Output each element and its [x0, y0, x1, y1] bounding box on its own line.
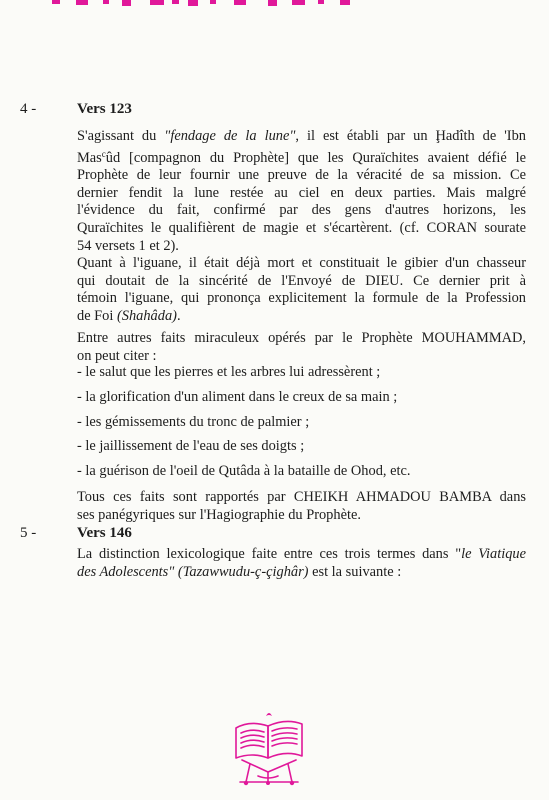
list-item: - la guérison de l'oeil de Qutâda à la bataille de Ohod, etc. — [77, 463, 411, 479]
note-number: 5 - — [20, 525, 37, 541]
note-number: 4 - — [20, 101, 37, 117]
note-title: Vers 146 — [77, 525, 132, 541]
list-item: - la glorification d'un aliment dans le creux de sa main ; — [77, 389, 398, 405]
paragraph-lunar-split: S'agissant du "fendage de la lune", il est établi par un Ḩadîth de 'Ibn Mas$^c$ûd [compagnon du Prophète] que les Quraïchites avaient défié le Prophète de leur fournir une preuve de la véracité de sa mission. Ce dernier fendit la lune restée au ciel en deux parties. Mais malgré l'évidence du fait, confirmé par des gens d'autres horizons, les Quraïchites le qualifièrent de magie et s'écartèrent. (cf. CORAN sourate 54 versets 1 et 2). — [77, 128, 526, 254]
open-book-on-stand-icon — [228, 706, 310, 788]
paragraph-iguana: Quant à l'iguane, il était déjà mort et constituait le gibier d'un chasseur qui doutait de la sincérité de l'Envoyé de DIEU. Ce dernier prit à témoin l'iguane, qui prononça explicitement la formule de la Profession de Foi (Shahâda). — [77, 255, 526, 324]
paragraph-lexicology: La distinction lexicologique faite entre ces trois termes dans "le Viatique des Adolescents" (Tazawwudu-ç-çighâr) est la suivante : — [77, 546, 526, 580]
list-item: - les gémissements du tronc de palmier ; — [77, 414, 310, 430]
list-item: - le jaillissement de l'eau de ses doigts ; — [77, 438, 305, 454]
top-ornament-border — [0, 0, 549, 10]
paragraph-miracles-intro: Entre autres faits miraculeux opérés par le Prophète MOUHAMMAD, on peut citer : — [77, 330, 526, 364]
list-item: - le salut que les pierres et les arbres lui adressèrent ; — [77, 364, 381, 380]
note-title: Vers 123 — [77, 101, 132, 117]
paragraph-sources: Tous ces faits sont rapportés par CHEIKH AHMADOU BAMBA dans ses panégyriques sur l'Hagiographie du Prophète. — [77, 489, 526, 523]
